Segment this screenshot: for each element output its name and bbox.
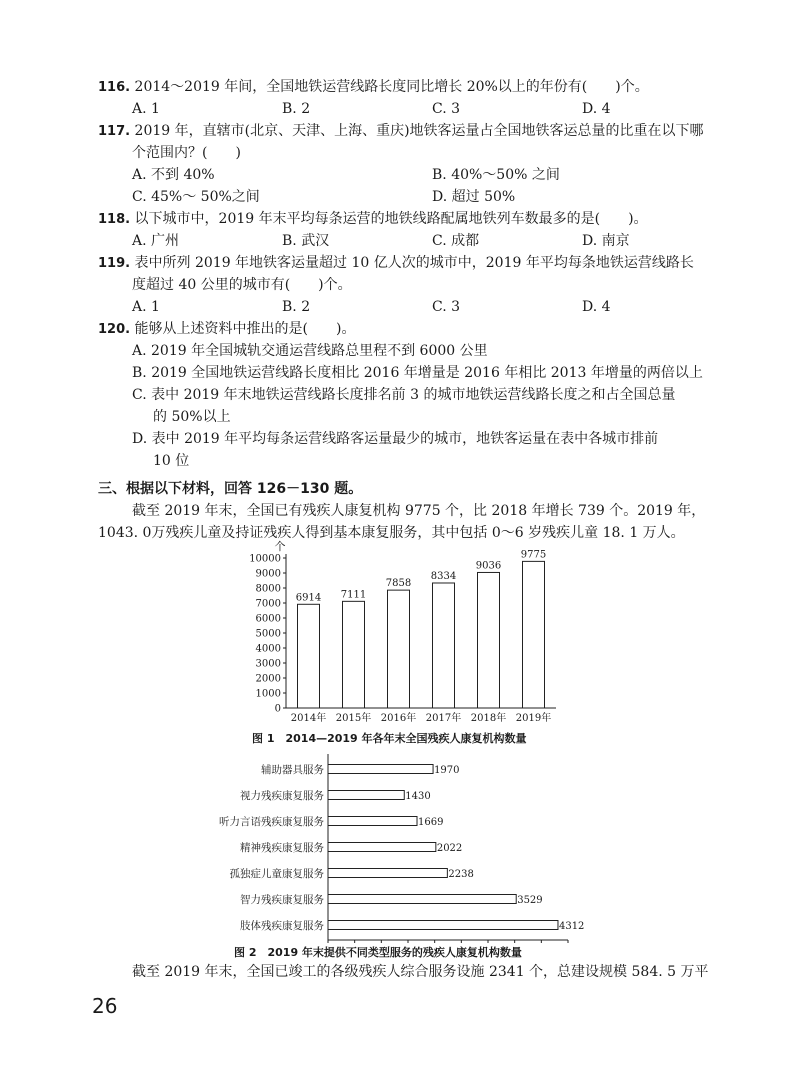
figure-1-caption: 图 1 2014—2019 年各年末全国残疾人康复机构数量 [252, 732, 527, 745]
bar-value-label: 1430 [405, 791, 431, 802]
category-label: 辅助器具服务 [261, 764, 324, 776]
x-tick-label: 2015年 [335, 713, 372, 724]
y-tick-label: 5000 [255, 628, 281, 640]
option-a: A. 1 [132, 101, 160, 117]
bar [328, 921, 558, 930]
option-c: C. 45%～ 50%之间 [132, 189, 260, 205]
bar [388, 590, 410, 708]
y-tick-label: 6000 [255, 613, 281, 625]
material-paragraph-cont: 1043. 0万残疾儿童及持证残疾人得到基本康复服务，其中包括 0～6 岁残疾儿童 18. 1 万人。 [98, 525, 685, 541]
question-text: 2014～2019 年间，全国地铁运营线路长度同比增长 20%以上的年份有( )个。 [134, 79, 649, 95]
y-tick-label: 9000 [255, 568, 281, 580]
category-label: 孤独症儿童康复服务 [229, 868, 324, 880]
question-118 [98, 210, 648, 229]
question-116 [98, 78, 649, 97]
option-c: C. 表中 2019 年末地铁运营线路长度排名前 3 的城市地铁运营线路长度之和占全国总量 [132, 387, 676, 403]
bar-value-label: 9775 [520, 549, 547, 561]
category-label: 听力言语残疾康复服务 [219, 816, 324, 828]
option-c: C. 3 [432, 101, 461, 117]
bar-value-label: 1669 [418, 817, 444, 828]
bar [478, 572, 500, 708]
question-text: 2019 年，直辖市(北京、天津、上海、重庆)地铁客运量占全国地铁客运总量的比重在以下哪 [134, 123, 704, 139]
bar-value-label: 4312 [558, 921, 585, 932]
x-tick-label: 2017年 [425, 713, 462, 724]
option-d-cont: 10 位 [153, 453, 190, 469]
bar [433, 583, 455, 708]
option-a: A. 2019 年全国城轨交通运营线路总里程不到 6000 公里 [132, 343, 488, 359]
category-label: 肢体残疾康复服务 [240, 920, 324, 932]
option-a: A. 1 [132, 299, 160, 315]
option-b: B. 2019 全国地铁运营线路长度相比 2016 年增量是 2016 年相比 2013 年增量的两倍以上 [132, 365, 703, 381]
option-a: A. 不到 40% [132, 167, 215, 183]
bar [328, 765, 433, 774]
page-number: 26 [92, 994, 118, 1018]
x-tick-label: 2018年 [470, 713, 507, 724]
bar-value-label: 1970 [434, 765, 460, 776]
y-tick-label: 8000 [255, 583, 281, 595]
option-c-cont: 的 50%以上 [153, 409, 231, 425]
option-c: C. 3 [432, 299, 461, 315]
bar-value-label: 7858 [385, 578, 412, 590]
bar [328, 895, 516, 904]
question-number: 119. [98, 256, 131, 271]
category-label: 精神残疾康复服务 [240, 842, 324, 854]
question-117 [98, 122, 704, 141]
figure-2-bar-chart [190, 750, 610, 945]
y-axis-unit: 个 [274, 540, 286, 553]
bar-value-label: 3529 [517, 895, 543, 906]
y-tick-label: 4000 [255, 643, 281, 655]
bar-value-label: 6914 [295, 592, 322, 604]
question-text-cont: 个范围内？( ) [132, 145, 241, 161]
y-tick-label: 2000 [255, 673, 281, 685]
bar [328, 843, 436, 852]
bar [328, 869, 447, 878]
option-d: D. 4 [582, 299, 611, 315]
figure-2-caption: 图 2 2019 年末提供不同类型服务的残疾人康复机构数量 [234, 946, 522, 959]
question-text-cont: 度超过 40 公里的城市有( )个。 [132, 277, 352, 293]
option-c: C. 成都 [432, 233, 480, 249]
section-heading: 三、根据以下材料，回答 126－130 题。 [98, 481, 363, 497]
option-b: B. 武汉 [282, 233, 330, 249]
question-number: 118. [98, 212, 131, 227]
question-text: 以下城市中，2019 年末平均每条运营的地铁线路配属地铁列车数最多的是( )。 [134, 211, 648, 227]
option-d: D. 南京 [582, 233, 630, 249]
bar [328, 791, 404, 800]
option-d: D. 表中 2019 年平均每条运营线路客运量最少的城市，地铁客运量在表中各城市排前 [132, 431, 659, 447]
bar-value-label: 8334 [430, 570, 457, 582]
x-tick-label: 2014年 [290, 713, 327, 724]
bar [328, 817, 417, 826]
bar [298, 604, 320, 708]
bar-value-label: 7111 [340, 589, 367, 601]
option-d: D. 4 [582, 101, 611, 117]
y-tick-label: 1000 [255, 688, 281, 700]
question-number: 116. [98, 80, 131, 95]
category-label: 智力残疾康复服务 [240, 894, 324, 906]
bar [343, 601, 365, 708]
bar-value-label: 9036 [475, 560, 502, 572]
material-paragraph-2: 截至 2019 年末，全国已竣工的各级残疾人综合服务设施 2341 个，总建设规模 584. 5 万平 [132, 964, 709, 980]
option-a: A. 广州 [132, 233, 180, 249]
question-text: 表中所列 2019 年地铁客运量超过 10 亿人次的城市中，2019 年平均每条地铁运营线路长 [134, 255, 694, 271]
question-number: 120. [98, 322, 131, 337]
bar-value-label: 2238 [448, 869, 474, 880]
material-paragraph: 截至 2019 年末，全国已有残疾人康复机构 9775 个，比 2018 年增长 739 个。2019 年， [132, 503, 706, 519]
question-119 [98, 254, 694, 273]
y-tick-label: 3000 [255, 658, 281, 670]
x-tick-label: 2019年 [515, 713, 552, 724]
x-tick-label: 2016年 [380, 713, 417, 724]
y-tick-label: 7000 [255, 598, 281, 610]
question-text: 能够从上述资料中推出的是( )。 [134, 321, 356, 337]
option-b: B. 40%～50% 之间 [432, 167, 560, 183]
bar-value-label: 2022 [436, 843, 463, 854]
y-tick-label: 10000 [249, 553, 281, 565]
question-120 [98, 320, 355, 339]
bar [523, 561, 545, 708]
option-b: B. 2 [282, 101, 311, 117]
y-tick-label: 0 [274, 703, 281, 715]
figure-1-bar-chart [240, 540, 570, 725]
option-d: D. 超过 50% [432, 189, 516, 205]
option-b: B. 2 [282, 299, 311, 315]
category-label: 视力残疾康复服务 [240, 790, 324, 802]
question-number: 117. [98, 124, 131, 139]
